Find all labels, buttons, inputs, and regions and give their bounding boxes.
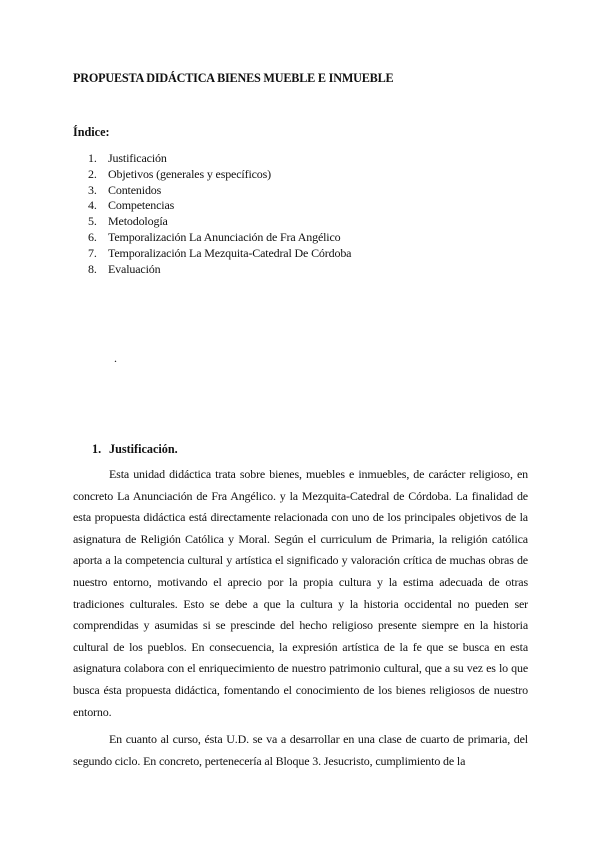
- toc-item: 1. Justificación: [88, 151, 167, 165]
- section-heading: [92, 442, 178, 457]
- toc-item-label: Competencias: [108, 198, 175, 213]
- toc-item-label: Justificación: [108, 151, 167, 165]
- stray-mark: .: [114, 351, 117, 365]
- toc-item: 6. Temporalización La Anunciación de Fra Angélico: [88, 229, 341, 244]
- toc-item-label: Metodología: [108, 214, 168, 229]
- body-paragraph: En cuanto al curso, ésta U.D. se va a desarrollar en una clase de cuarto de primaria, del segundo ciclo. En concreto, pertenecería al Bloque 3. Jesucristo, cumplimiento de la: [73, 732, 528, 768]
- toc-item: 5. Metodología: [88, 214, 168, 229]
- section-number: 1.: [92, 442, 102, 456]
- toc-item-label: Evaluación: [108, 261, 161, 276]
- toc-item-label: Contenidos: [108, 182, 162, 197]
- table-of-contents: [88, 151, 351, 277]
- toc-item-label: Temporalización La Anunciación de Fra Angélico: [108, 229, 341, 244]
- toc-item: 2. Objetivos (generales y específicos): [88, 166, 272, 181]
- toc-item: 7. Temporalización La Mezquita-Catedral De Córdoba: [88, 245, 352, 260]
- toc-item-label: Temporalización La Mezquita-Catedral De Córdoba: [108, 245, 352, 260]
- toc-item: 4. Competencias: [88, 198, 175, 213]
- toc-item: 3. Contenidos: [88, 182, 162, 197]
- section-title: Justificación.: [109, 442, 178, 456]
- index-heading: Índice:: [73, 125, 110, 139]
- toc-item-label: Objetivos (generales y específicos): [108, 166, 272, 181]
- body-paragraph: Esta unidad didáctica trata sobre bienes, muebles e inmuebles, de carácter religioso, en concreto La Anunciación de Fra Angélico. y la Mezquita-Catedral de Córdoba. La finalidad de esta propuesta didáctica está directamente relacionada con uno de los principales objetivos de la asignatura de Religión Católica y Moral. Según el curriculum de Primaria, la religión católica aporta a la competencia cultural y artística el significado y valoración crítica de muchas obras de nuestro entorno, motivando el aprecio por la propia cultura y la estima adecuada de otras tradiciones culturales. Esto se debe a que la cultura y la historia occidental no pueden ser comprendidas y asumidas si se prescinde del hecho religioso presente siempre en la historia cultural de los pueblos. En consecuencia, la expresión artística de la fe que se busca en esta asignatura colabora con el enriquecimiento de nuestro patrimonio cultural, que a su vez es lo que busca ésta propuesta didáctica, fomentando el conocimiento de los bienes religiosos de nuestro entorno.: [73, 467, 528, 719]
- toc-item: 8. Evaluación: [88, 261, 161, 276]
- document-title: PROPUESTA DIDÁCTICA BIENES MUEBLE E INMUEBLE: [73, 71, 394, 85]
